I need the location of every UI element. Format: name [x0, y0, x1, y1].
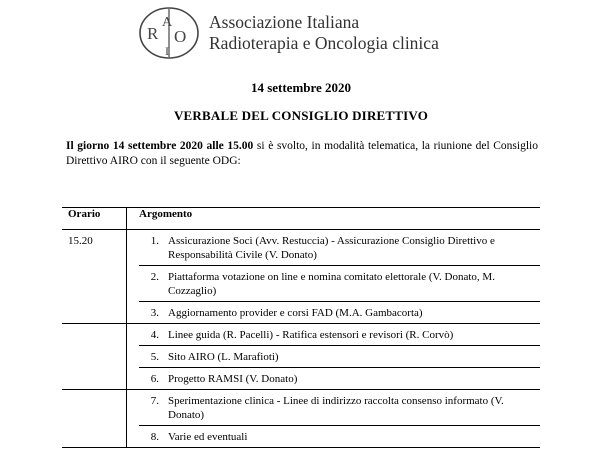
header-topic: Argomento: [127, 208, 541, 230]
agenda-item: [139, 324, 540, 346]
intro-rest: si è svolto, in modalità telematica, la riunione del Consiglio Direttivo AIRO con il seguente ODG:: [66, 140, 538, 167]
intro-paragraph: [66, 139, 538, 169]
agenda-item: [139, 346, 540, 368]
agenda-table: [62, 207, 540, 448]
item-text: Varie ed eventuali: [168, 431, 248, 443]
meeting-date: 14 settembre 2020: [250, 80, 352, 95]
header-time: Orario: [62, 208, 127, 230]
org-name-line2: Radioterapia e Oncologia clinica: [209, 33, 439, 53]
agenda-item: [139, 266, 540, 302]
empty-time-cell: [62, 324, 127, 390]
item-number: 3.: [150, 307, 159, 319]
agenda-item: [139, 230, 540, 266]
intro-bold: Il giorno 14 settembre 2020 alle 15.00: [66, 140, 254, 152]
item-number: 5.: [150, 351, 159, 363]
document-title: VERBALE DEL CONSIGLIO DIRETTIVO: [173, 108, 429, 123]
agenda-group-1: [62, 230, 540, 324]
item-text: Piattaforma votazione on line e nomina comitato elettorale (V. Donato, M. Cozzaglio): [168, 271, 495, 297]
agenda-group-2: [62, 324, 540, 390]
logo-letter-i: I: [165, 44, 169, 58]
logo-letter-a: A: [162, 15, 173, 30]
agenda-header-row: [62, 208, 540, 230]
item-text: Sito AIRO (L. Marafioti): [168, 351, 279, 363]
logo-letter-r: R: [147, 24, 159, 43]
item-number: 7.: [150, 395, 159, 407]
org-name-line1: Associazione Italiana: [209, 12, 360, 32]
empty-time-cell: [62, 390, 127, 448]
start-time: 15.20: [62, 230, 127, 324]
airo-logo: [138, 6, 200, 60]
agenda-group-cell: [127, 230, 541, 324]
item-number: 8.: [150, 431, 159, 443]
agenda-item: [139, 302, 540, 323]
item-number: 1.: [150, 235, 159, 247]
item-text: Progetto RAMSI (V. Donato): [168, 373, 298, 385]
item-text: Linee guida (R. Pacelli) - Ratifica estensori e revisori (R. Corvò): [168, 329, 454, 341]
agenda-item: [139, 390, 540, 426]
agenda-item: [139, 368, 540, 389]
agenda-group-cell: [127, 324, 541, 390]
item-text: Aggiornamento provider e corsi FAD (M.A. Gambacorta): [168, 307, 423, 319]
agenda-item: [139, 426, 540, 447]
item-number: 2.: [150, 271, 159, 283]
logo-letter-o: O: [174, 27, 187, 46]
org-name: [209, 12, 439, 54]
item-text: Assicurazione Soci (Avv. Restuccia) - Assicurazione Consiglio Direttivo e Responsabilità Civile (V. Donato): [168, 235, 495, 261]
item-number: 4.: [150, 329, 159, 341]
item-text: Sperimentazione clinica - Linee di indirizzo raccolta consenso informato (V. Donato): [168, 395, 504, 421]
agenda-group-cell: [127, 390, 541, 448]
item-number: 6.: [150, 373, 159, 385]
agenda-group-3: [62, 390, 540, 448]
